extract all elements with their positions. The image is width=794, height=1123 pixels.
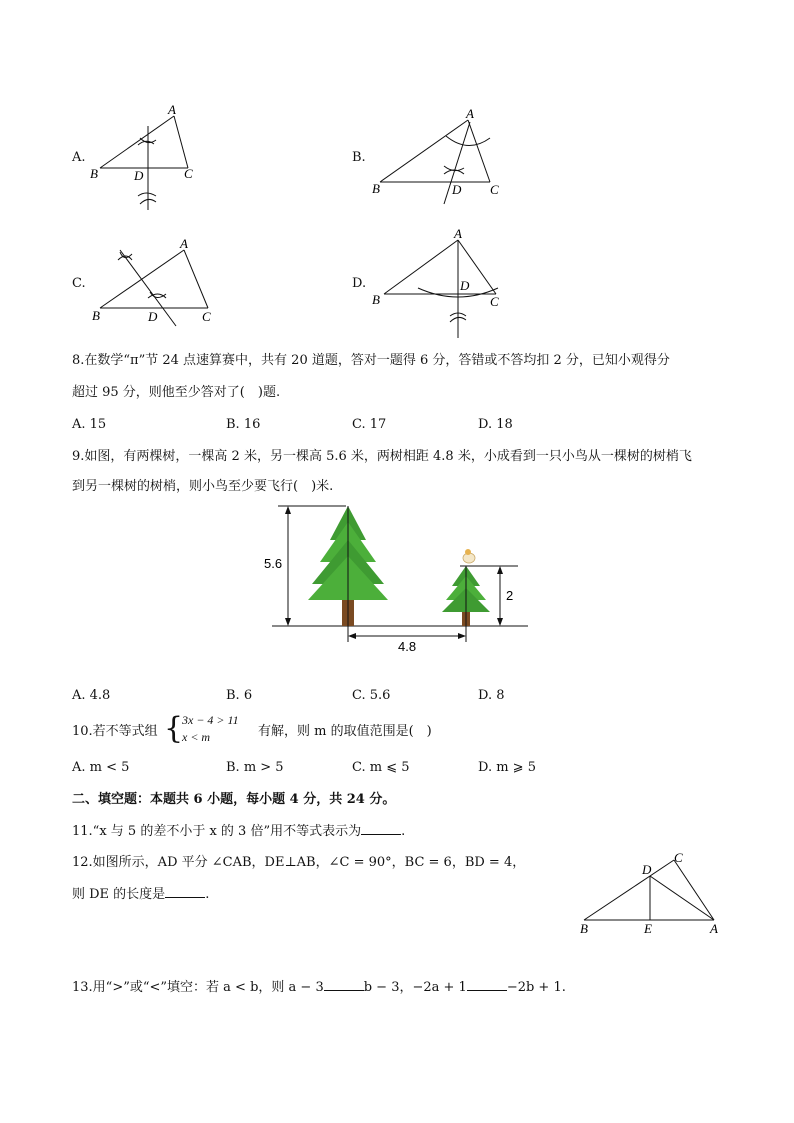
- point-label: C: [490, 294, 499, 309]
- q10-option-b: B. m > 5: [226, 760, 284, 775]
- point-label: B: [372, 181, 380, 196]
- q13-text: [72, 978, 566, 997]
- q10-option-c: C. m ⩽ 5: [352, 760, 410, 775]
- point-label: D: [452, 182, 462, 197]
- q7-figure-b: [368, 104, 508, 209]
- q10-option-a: A. m < 5: [72, 760, 130, 775]
- point-label: A: [180, 236, 188, 251]
- q9-tree-figure: [262, 500, 532, 660]
- q9-option-d: D. 8: [478, 688, 505, 703]
- q9-line-2: 到另一棵树的树梢，则小鸟至少要飞行( )米.: [72, 479, 334, 494]
- q8-option-c: C. 17: [352, 417, 387, 432]
- q8-option-b: B. 16: [226, 417, 261, 432]
- q8-line-2: 超过 95 分，则他至少答对了( )题.: [72, 385, 281, 400]
- bird-icon: [463, 549, 475, 563]
- q10-option-d: D. m ⩾ 5: [478, 760, 536, 775]
- q13-mid-1: b − 3，−2a + 1: [363, 980, 467, 995]
- point-label: E: [644, 921, 652, 936]
- q12-line-1: 12.如图所示，AD 平分 ∠CAB，DE⊥AB，∠C = 90°，BC = 6，BD = 4，: [72, 855, 526, 870]
- section-2-title: 二、填空题：本题共 6 小题，每小题 4 分，共 24 分。: [72, 792, 396, 807]
- q9-option-c: C. 5.6: [352, 688, 391, 703]
- q8-option-d: D. 18: [478, 417, 513, 432]
- q13-answer-blank-1[interactable]: [324, 978, 364, 991]
- q7-figure-c: [88, 238, 218, 328]
- point-label: C: [184, 166, 193, 181]
- point-label: B: [90, 166, 98, 181]
- q11-text: [72, 822, 405, 841]
- point-label: D: [642, 862, 652, 877]
- q12-line-2-pre: 则 DE 的长度是: [72, 887, 166, 902]
- q10-inequality-1: 3x − 4 > 11: [182, 713, 239, 727]
- q12-triangle-figure: [574, 850, 734, 940]
- q13-mid-2: −2b + 1.: [506, 980, 566, 995]
- point-label: C: [490, 182, 499, 197]
- tall-height-label: 5.6: [264, 556, 283, 571]
- q9-line-1: 9.如图，有两棵树，一棵高 2 米，另一棵高 5.6 米，两树相距 4.8 米，小成看到一只小鸟从一棵树的树梢飞: [72, 449, 692, 464]
- point-label: A: [466, 106, 474, 121]
- point-label: A: [710, 921, 718, 936]
- q7-option-c-label: C.: [72, 276, 86, 291]
- q7-option-d-label: D.: [352, 276, 367, 291]
- q8-option-a: A. 15: [72, 417, 107, 432]
- q10-prefix: 10.若不等式组: [72, 724, 158, 739]
- q7-figure-d: [368, 226, 508, 341]
- q11-pre: 11.“x 与 5 的差不小于 x 的 3 倍”用不等式表示为: [72, 824, 362, 839]
- point-label: C: [674, 850, 683, 865]
- point-label: D: [134, 168, 144, 183]
- q9-option-b: B. 6: [226, 688, 253, 703]
- point-label: A: [454, 226, 462, 241]
- point-label: D: [460, 278, 470, 293]
- point-label: B: [580, 921, 588, 936]
- point-label: C: [202, 309, 211, 324]
- point-label: A: [168, 102, 176, 117]
- q11-post: .: [401, 824, 406, 839]
- q7-option-b-label: B.: [352, 150, 366, 165]
- point-label: B: [372, 292, 380, 307]
- q12-line-2: [72, 885, 209, 904]
- point-label: B: [92, 308, 100, 323]
- q10-brace: {: [164, 711, 184, 746]
- q7-option-a-label: A.: [72, 150, 86, 165]
- q13-pre: 13.用“>”或“<”填空：若 a < b，则 a − 3: [72, 980, 324, 995]
- q13-answer-blank-2[interactable]: [467, 978, 507, 991]
- distance-label: 4.8: [398, 639, 417, 654]
- q11-answer-blank[interactable]: [361, 822, 401, 835]
- q7-figure-a: [88, 100, 208, 215]
- q9-option-a: A. 4.8: [72, 688, 111, 703]
- q10-inequality-2: x < m: [182, 730, 211, 744]
- q12-line-2-post: .: [205, 887, 210, 902]
- point-label: D: [148, 309, 158, 324]
- q10-suffix: 有解，则 m 的取值范围是( ): [258, 724, 432, 739]
- q8-line-1: 8.在数学“π”节 24 点速算赛中，共有 20 道题，答对一题得 6 分，答错或不答均扣 2 分，已知小观得分: [72, 353, 670, 368]
- q12-answer-blank[interactable]: [165, 885, 205, 898]
- short-height-label: 2: [506, 588, 514, 603]
